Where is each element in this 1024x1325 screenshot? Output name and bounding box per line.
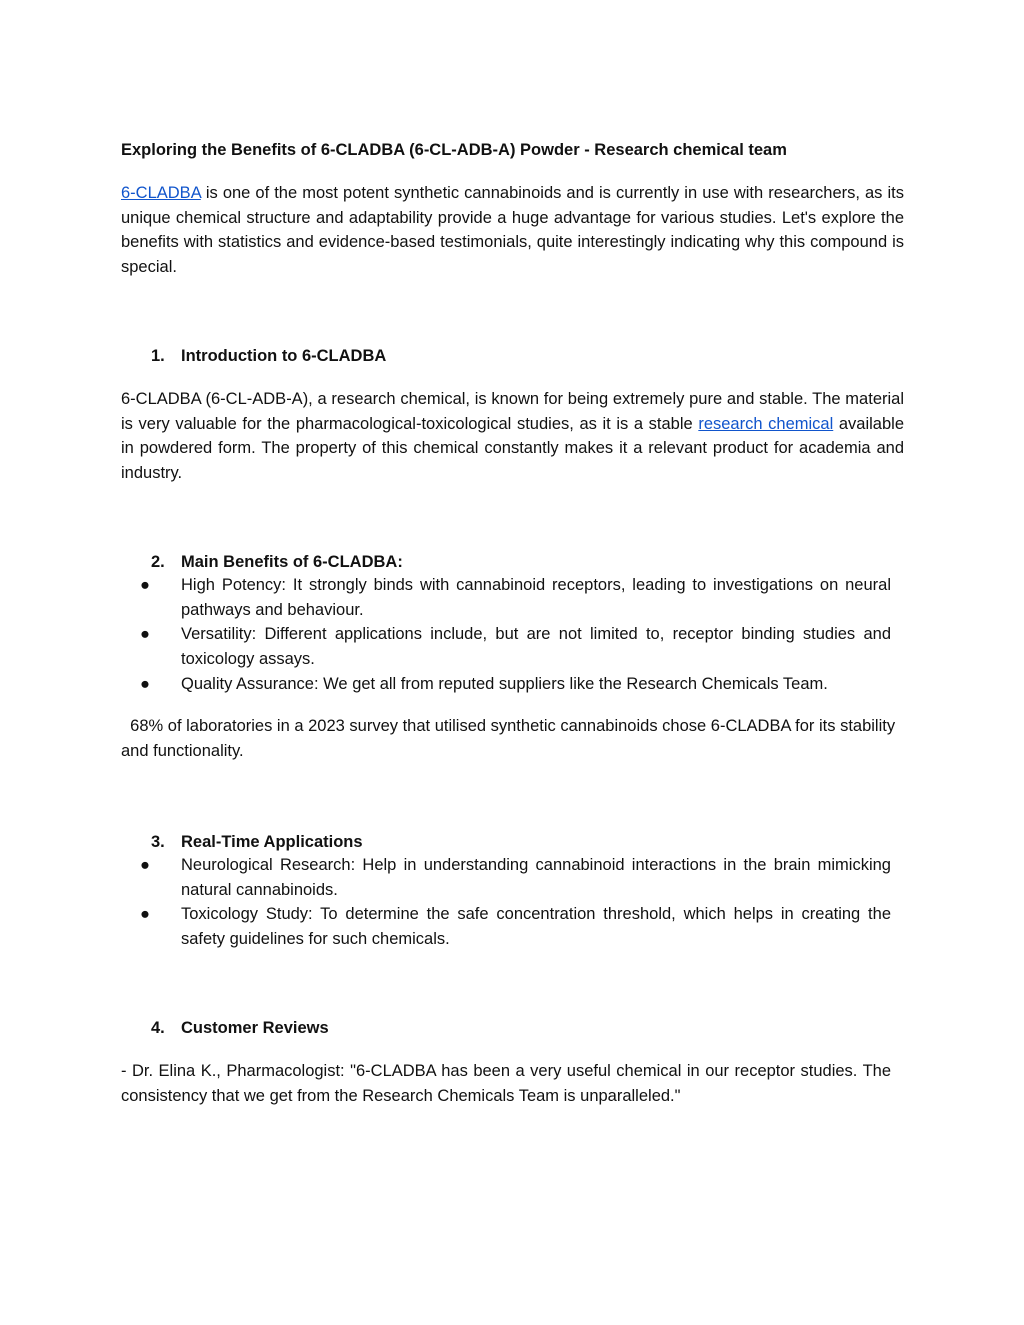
list-item-text: Neurological Research: Help in understanding cannabinoid interactions in the brain mimicking natural cannabinoids. — [181, 856, 891, 899]
customer-review: - Dr. Elina K., Pharmacologist: "6-CLADBA has been a very useful chemical in our receptor studies. The consistency that we get from the Research Chemicals Team is unparalleled." — [121, 1062, 891, 1105]
section-1-title: Introduction to 6-CLADBA — [181, 347, 387, 365]
list-item — [138, 573, 891, 622]
bullet-icon: ● — [140, 856, 150, 874]
document-title: Exploring the Benefits of 6-CLADBA (6-CL-ADB-A) Powder - Research chemical team — [121, 141, 787, 159]
section-1-text-after: available in powdered form. The property of this chemical constantly makes it a relevant product for academia and industry. — [121, 414, 904, 482]
section-1-heading — [151, 347, 386, 366]
section-2-number: 2. — [151, 553, 165, 571]
section-4-number: 4. — [151, 1019, 165, 1037]
section-3-heading — [151, 833, 363, 852]
applications-list — [138, 853, 891, 951]
bullet-icon: ● — [140, 905, 150, 923]
section-4-title: Customer Reviews — [181, 1019, 329, 1037]
benefits-list — [138, 573, 891, 697]
research-chemical-link[interactable]: research chemical — [698, 414, 834, 433]
bullet-icon: ● — [140, 625, 150, 643]
section-3-number: 3. — [151, 833, 165, 851]
section-4-heading — [151, 1019, 329, 1038]
cladba-link[interactable]: 6-CLADBA — [121, 184, 201, 202]
section-1-number: 1. — [151, 347, 165, 365]
list-item — [138, 672, 891, 697]
list-item — [138, 622, 891, 671]
bullet-icon: ● — [140, 675, 150, 693]
section-2-heading — [151, 553, 403, 572]
list-item — [138, 853, 891, 902]
section-3-title: Real-Time Applications — [181, 833, 363, 851]
list-item-text: Versatility: Different applications include, but are not limited to, receptor binding studies and toxicology assays. — [181, 625, 891, 668]
intro-text: is one of the most potent synthetic cannabinoids and is currently in use with researchers, as its unique chemical structure and adaptability provide a huge advantage for various studies. Let's explore the benefits with statistics and evidence-based testimonials, quite interestingly indicating why this compound is special. — [121, 184, 904, 276]
list-item-text: Quality Assurance: We get all from reputed suppliers like the Research Chemicals Team. — [181, 675, 828, 693]
section-1-text-before: 6-CLADBA (6-CL-ADB-A), a research chemical, is known for being extremely pure and stable. The material is very valuable for the pharmacological-toxicological studies, as it is a stable — [121, 390, 904, 433]
statistic-paragraph: 68% of laboratories in a 2023 survey that utilised synthetic cannabinoids chose 6-CLADBA for its stability and functionality. — [121, 717, 900, 760]
intro-paragraph — [121, 181, 904, 279]
list-item-text: High Potency: It strongly binds with cannabinoid receptors, leading to investigations on neural pathways and behaviour. — [181, 576, 891, 619]
section-1-paragraph — [121, 387, 904, 485]
list-item-text: Toxicology Study: To determine the safe concentration threshold, which helps in creating the safety guidelines for such chemicals. — [181, 905, 891, 948]
section-2-title: Main Benefits of 6-CLADBA: — [181, 553, 403, 571]
bullet-icon: ● — [140, 576, 150, 594]
list-item — [138, 902, 891, 951]
